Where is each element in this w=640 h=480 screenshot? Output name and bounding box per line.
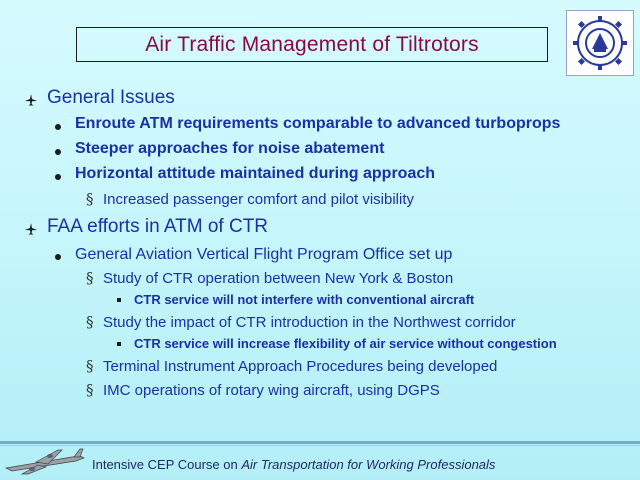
footer-prefix: Intensive CEP Course on — [92, 457, 242, 472]
small-square-bullet — [117, 342, 121, 346]
institute-logo — [566, 10, 634, 76]
footer-text — [92, 457, 495, 472]
airplane-icon — [24, 93, 38, 107]
bullet-dot — [55, 149, 61, 155]
section-sign-icon: § — [86, 313, 94, 331]
title-box — [76, 27, 548, 62]
item-horizontal-attitude: Horizontal attitude maintained during approach — [75, 165, 436, 182]
section-heading-faa-efforts: FAA efforts in ATM of CTR — [47, 216, 269, 237]
sub-sub-item-flexibility: CTR service will increase flexibility of air service without congestion — [134, 336, 557, 351]
section-heading-general-issues: General Issues — [47, 87, 175, 108]
bullet-dot — [55, 174, 61, 180]
sub-item-passenger-comfort: Increased passenger comfort and pilot visibility — [103, 191, 414, 208]
slide-title: Air Traffic Management of Tiltrotors — [145, 32, 479, 56]
footer-course-name: Air Transportation for Working Professionals — [241, 457, 496, 472]
bullet-dot — [55, 254, 61, 260]
footer-divider — [0, 441, 640, 444]
aircraft-illustration-icon — [2, 440, 88, 478]
sub-item-ctr-study-ny-boston: Study of CTR operation between New York & Boston — [103, 270, 454, 287]
sub-sub-item-no-interference: CTR service will not interfere with conventional aircraft — [134, 292, 475, 307]
sub-item-terminal-procedures: Terminal Instrument Approach Procedures being developed — [103, 358, 498, 375]
gear-logo-icon — [570, 13, 630, 73]
section-sign-icon: § — [86, 381, 94, 399]
item-steeper-approaches: Steeper approaches for noise abatement — [75, 140, 385, 157]
small-square-bullet — [117, 298, 121, 302]
item-enroute-atm: Enroute ATM requirements comparable to advanced turboprops — [75, 115, 561, 132]
section-sign-icon: § — [86, 357, 94, 375]
footer-divider-thin — [0, 445, 640, 446]
section-sign-icon: § — [86, 269, 94, 287]
section-sign-icon: § — [86, 190, 94, 208]
sub-item-imc-operations: IMC operations of rotary wing aircraft, using DGPS — [103, 382, 440, 399]
airplane-icon — [24, 222, 38, 236]
item-general-aviation-office: General Aviation Vertical Flight Program Office set up — [75, 246, 453, 263]
bullet-dot — [55, 124, 61, 130]
sub-item-northwest-corridor: Study the impact of CTR introduction in the Northwest corridor — [103, 314, 516, 331]
